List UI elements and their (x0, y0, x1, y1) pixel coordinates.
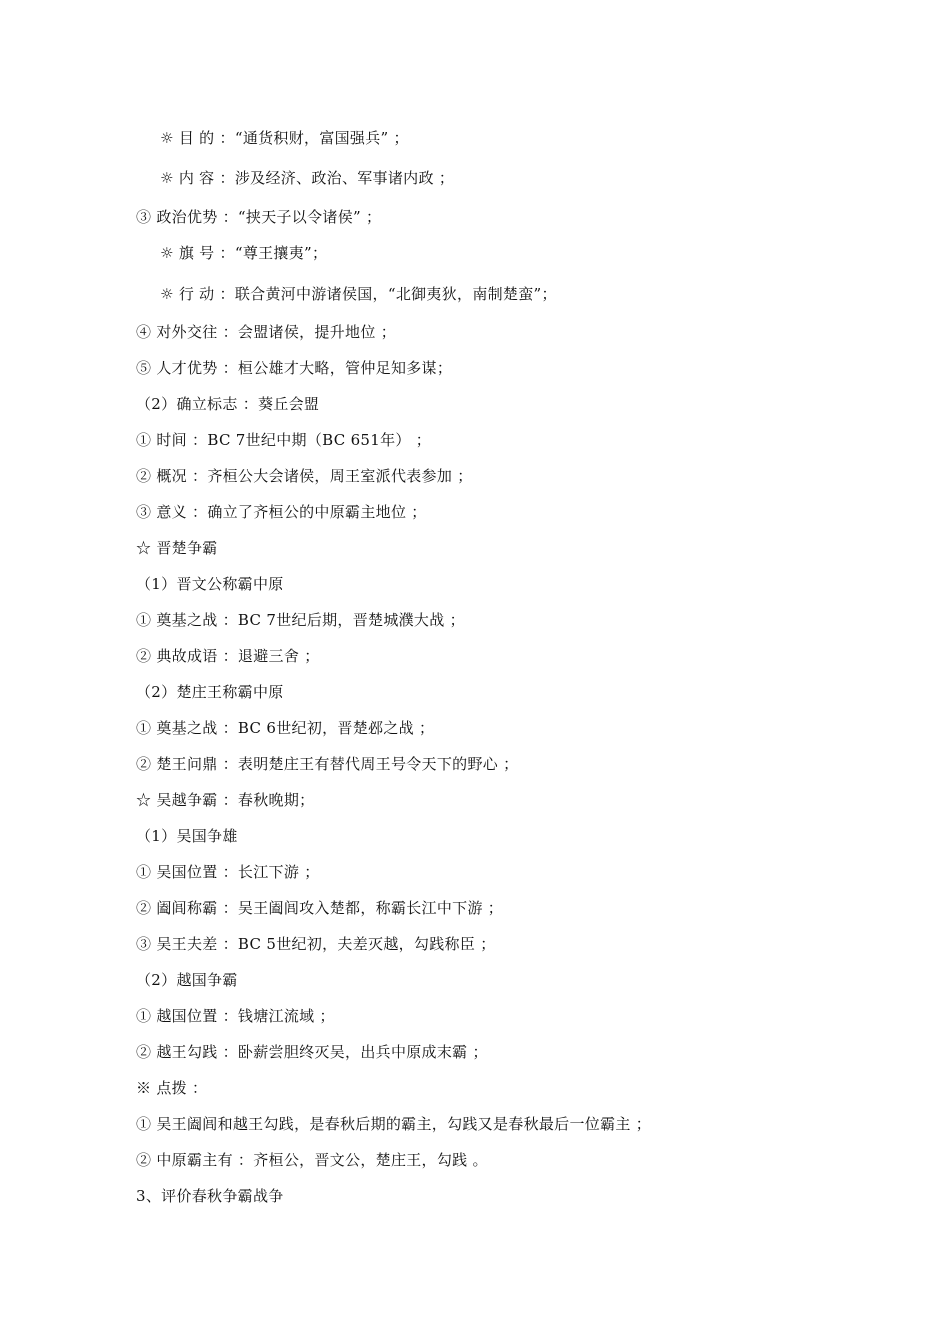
text-line-significance: ③ 意义 ：确立了齐桓公的中原霸主地位 ； (136, 503, 427, 521)
text-line-chu-asks-ding: ② 楚王问鼎 ：表明楚庄王有替代周王号令天下的野心 ； (136, 755, 519, 773)
text-line-yue-location: ① 越国位置 ：钱塘江流域 ； (136, 1007, 335, 1025)
text-line-heading-jin-wen: （1）晋文公称霸中原 (136, 575, 284, 593)
text-line-foreign-relations: ④ 对外交往 ：会盟诸侯，提升地位 ； (136, 323, 397, 341)
text-line-heading-establishment: （2）确立标志 ：葵丘会盟 (136, 395, 320, 413)
text-line-fuchai: ③ 吴王夫差 ：BC 5世纪初，夫差灭越，勾践称臣 ； (136, 935, 496, 953)
text-line-time: ① 时间 ：BC 7世纪中期（BC 651年） ； (136, 431, 432, 449)
text-line-wu-location: ① 吴国位置 ：长江下游 ； (136, 863, 320, 881)
text-line-action: ☼ 行 动 ：联合黄河中游诸侯国，“北御夷狄，南制楚蛮”； (160, 285, 557, 303)
text-line-tips-heading: ※ 点拨 ： (136, 1079, 208, 1097)
text-line-helu-hegemony: ② 阖闾称霸 ：吴王阖闾攻入楚都，称霸长江中下游 ； (136, 899, 504, 917)
text-line-tip-2: ② 中原霸主有 ：齐桓公，晋文公，楚庄王，勾践 。 (136, 1151, 488, 1169)
text-line-purpose: ☼ 目 的 ：“通货积财，富国强兵” ； (160, 129, 409, 147)
text-line-political-advantage: ③ 政治优势 ：“挟天子以令诸侯” ； (136, 208, 382, 226)
text-line-founding-battle-2: ① 奠基之战 ：BC 6世纪初，晋楚邲之战 ； (136, 719, 435, 737)
text-line-tip-1: ① 吴王阖闾和越王勾践，是春秋后期的霸主，勾践又是春秋最后一位霸主 ； (136, 1115, 652, 1133)
section-heading-wu-yue: ☆ 吴越争霸 ：春秋晚期； (136, 791, 315, 809)
text-line-idiom: ② 典故成语 ：退避三舍 ； (136, 647, 320, 665)
text-line-overview: ② 概况 ：齐桓公大会诸侯，周王室派代表参加 ； (136, 467, 473, 485)
text-line-heading-yue: （2）越国争霸 (136, 971, 238, 989)
text-line-content: ☼ 内 容 ：涉及经济、政治、军事诸内政 ； (160, 169, 455, 187)
section-heading-evaluation: 3、评价春秋争霸战争 (136, 1187, 284, 1205)
text-line-goujian: ② 越王勾践 ：卧薪尝胆终灭吴，出兵中原成末霸 ； (136, 1043, 488, 1061)
text-line-heading-wu: （1）吴国争雄 (136, 827, 238, 845)
text-line-banner: ☼ 旗 号 ：“尊王攘夷”； (160, 244, 328, 262)
text-line-founding-battle-1: ① 奠基之战 ：BC 7世纪后期，晋楚城濮大战 ； (136, 611, 465, 629)
section-heading-jin-chu: ☆ 晋楚争霸 (136, 539, 218, 557)
text-line-heading-chu-zhuang: （2）楚庄王称霸中原 (136, 683, 284, 701)
text-line-talent-advantage: ⑤ 人才优势 ：桓公雄才大略，管仲足知多谋； (136, 359, 453, 377)
